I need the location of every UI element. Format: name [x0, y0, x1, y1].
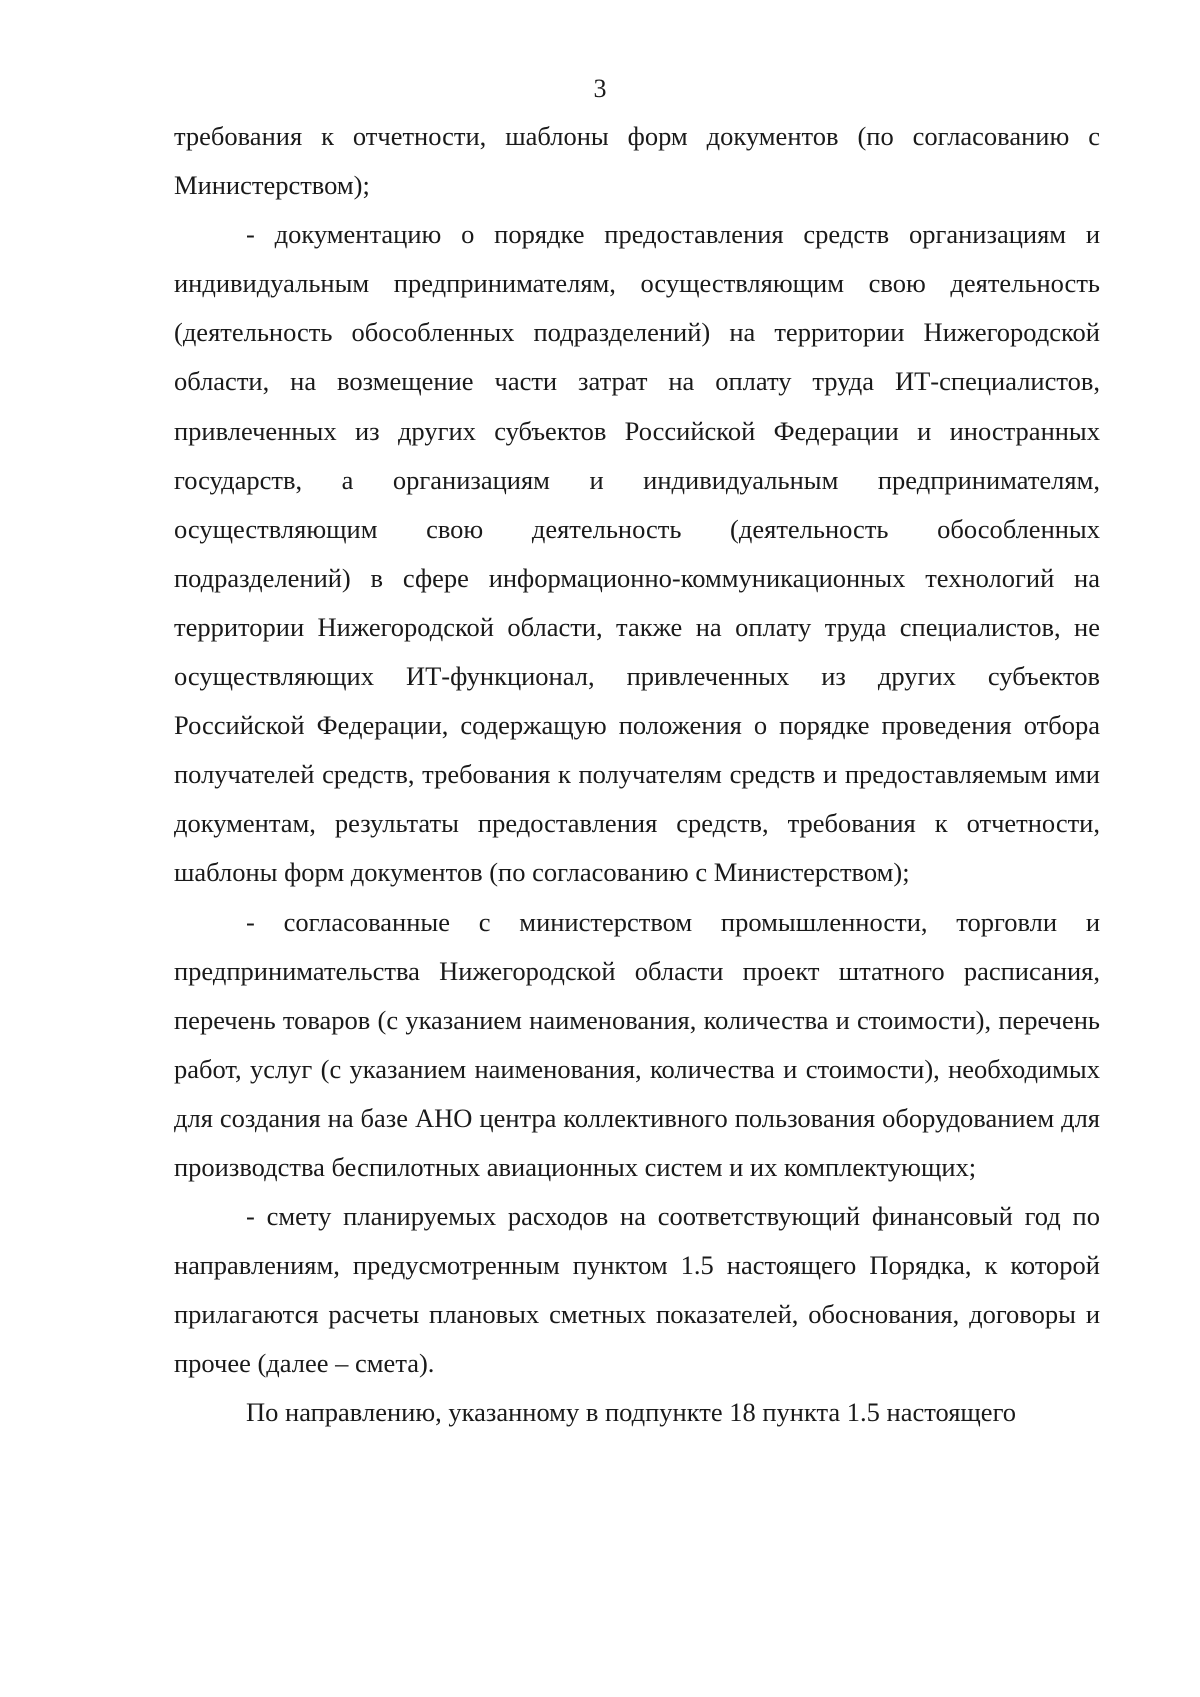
document-body: [174, 112, 1100, 1438]
paragraph-estimate: - смету планируемых расходов на соответствующий финансовый год по направлениям, предусмотренным пунктом 1.5 настоящего Порядка, к которой прилагаются расчеты плановых сметных показателей, обоснования, договоры и прочее (далее – смета).: [174, 1201, 1100, 1379]
paragraph-direction-18: По направлению, указанному в подпункте 18 пункта 1.5 настоящего: [246, 1397, 1017, 1428]
page-number: 3: [593, 74, 607, 103]
paragraph-continuation: требования к отчетности, шаблоны форм документов (по согласованию с Министерством);: [174, 121, 1100, 201]
paragraph-staff-schedule: - согласованные с министерством промышленности, торговли и предпринимательства Нижегородской области проект штатного расписания, перечень товаров (с указанием наименования, количества и стоимости), перечень работ, услуг (с указанием наименования, количества и стоимости), необходимых для создания на базе АНО центра коллективного пользования оборудованием для производства беспилотных авиационных систем и их комплектующих;: [174, 906, 1100, 1182]
paragraph-documentation: - документацию о порядке предоставления средств организациям и индивидуальным предпринимателям, осуществляющим свою деятельность (деятельность обособленных подразделений) на территории Нижегородской области, на возмещение части затрат на оплату труда ИТ-специалистов, привлеченных из других субъектов Российской Федерации и иностранных государств, а организациям и индивидуальным предпринимателям, осуществляющим свою деятельность (деятельность обособленных подразделений) в сфере информационно-коммуникационных технологий на территории Нижегородской области, также на оплату труда специалистов, не осуществляющих ИТ-функционал, привлеченных из других субъектов Российской Федерации, содержащую положения о порядке проведения отбора получателей средств, требования к получателям средств и предоставляемым ими документам, результаты предоставления средств, требования к отчетности, шаблоны форм документов (по согласованию с Министерством);: [174, 219, 1100, 888]
